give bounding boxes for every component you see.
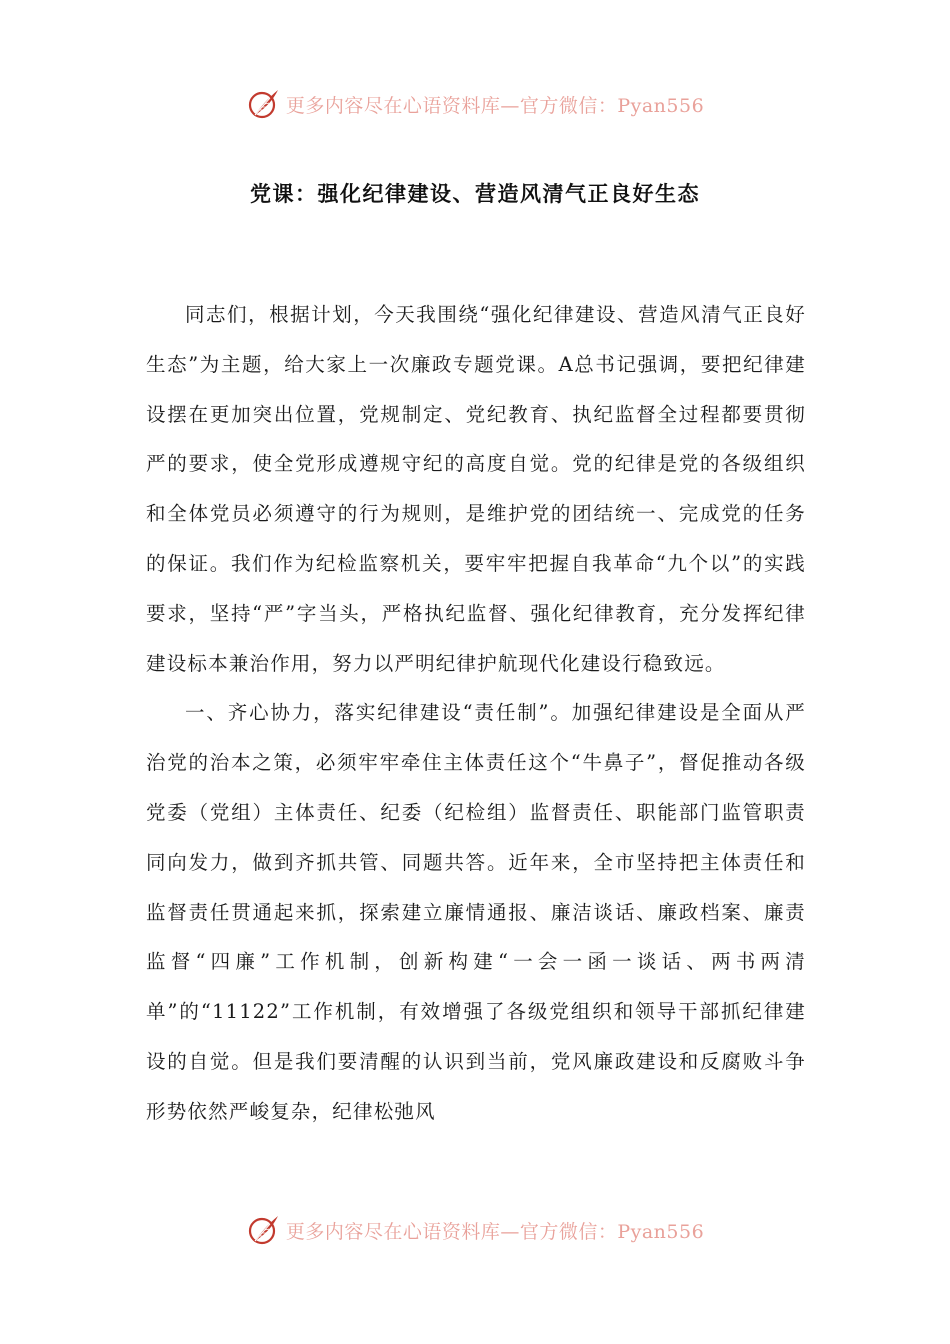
paragraph-intro: 同志们，根据计划，今天我围绕“强化纪律建设、营造风清气正良好生态”为主题，给大家上一次廉政专题党课。A总书记强调，要把纪律建设摆在更加突出位置，党规制定、党纪教育、执纪监督全过程都要贯彻严的要求，使全党形成遵规守纪的高度自觉。党的纪律是党的各级组织和全体党员必须遵守的行为规则，是维护党的团结统一、完成党的任务的保证。我们作为纪检监察机关，要牢牢把握自我革命“九个以”的实践要求，坚持“严”字当头，严格执纪监督、强化纪律教育，充分发挥纪律建设标本兼治作用，努力以严明纪律护航现代化建设行稳致远。 [146, 303, 806, 675]
document-body [146, 290, 806, 1137]
paragraph-section-1: 一、齐心协力，落实纪律建设“责任制”。加强纪律建设是全面从严治党的治本之策，必须牢牢牵住主体责任这个“牛鼻子”，督促推动各级党委（党组）主体责任、纪委（纪检组）监督责任、职能部门监管职责同向发力，做到齐抓共管、同题共答。近年来，全市坚持把主体责任和监督责任贯通起来抓，探索建立廉情通报、廉洁谈话、廉政档案、廉责监督“四廉”工作机制，创新构建“一会一函一谈话、两书两清单”的“11122”工作机制，有效增强了各级党组织和领导干部抓纪律建设的自觉。但是我们要清醒的认识到当前，党风廉政建设和反腐败斗争形势依然严峻复杂，纪律松弛风 [146, 701, 806, 1123]
watermark-text: 更多内容尽在心语资料库—官方微信：Pyan556 [285, 1220, 705, 1243]
document-title: 党课：强化纪律建设、营造风清气正良好生态 [250, 182, 700, 206]
feather-pen-circle-icon [246, 1212, 282, 1248]
watermark-header [0, 86, 950, 122]
watermark-footer [0, 1212, 950, 1248]
feather-pen-circle-icon [246, 86, 282, 122]
watermark-text: 更多内容尽在心语资料库—官方微信：Pyan556 [285, 94, 705, 117]
